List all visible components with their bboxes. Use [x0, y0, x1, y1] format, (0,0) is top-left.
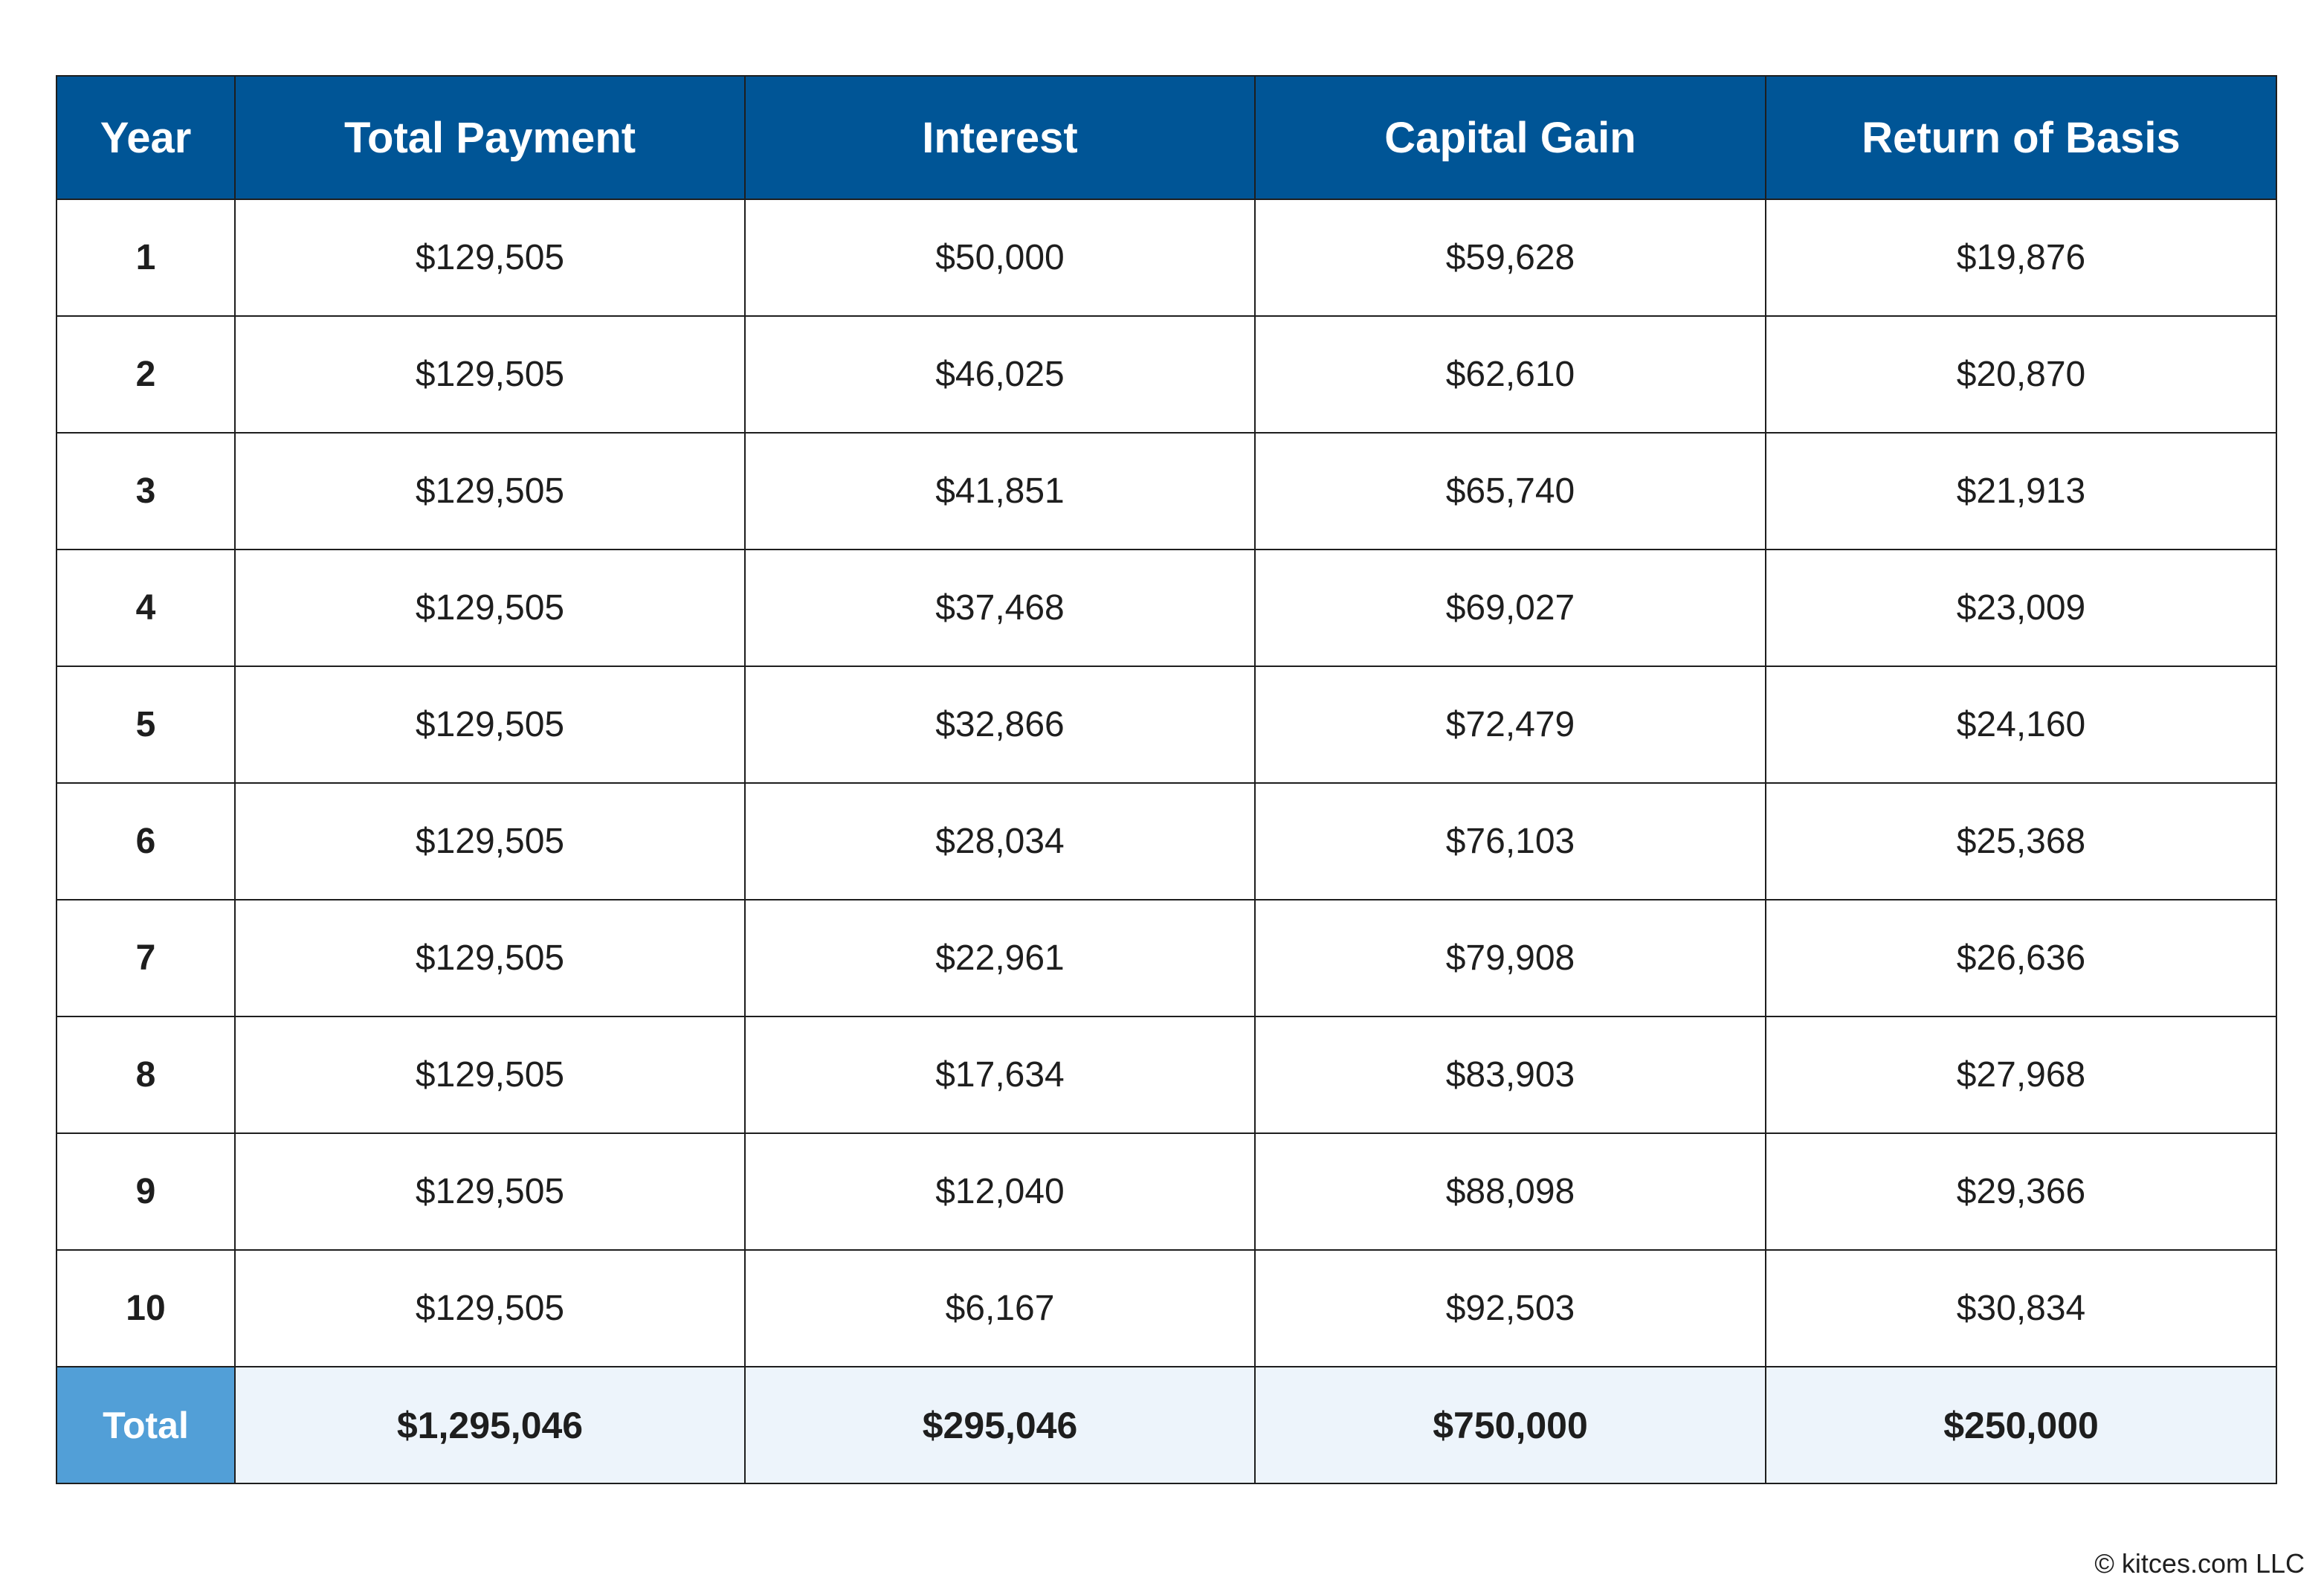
capital-gain-sum: $750,000: [1255, 1367, 1766, 1483]
interest-cell: $50,000: [745, 199, 1255, 316]
total-payment-cell: $129,505: [235, 666, 745, 783]
total-payment-cell: $129,505: [235, 900, 745, 1016]
header-total-payment: Total Payment: [235, 76, 745, 199]
header-return-of-basis: Return of Basis: [1766, 76, 2276, 199]
return-of-basis-cell: $30,834: [1766, 1250, 2276, 1367]
table-row: [57, 316, 2276, 433]
table-row: [57, 433, 2276, 550]
capital-gain-cell: $72,479: [1255, 666, 1766, 783]
interest-cell: $17,634: [745, 1016, 1255, 1133]
total-label: Total: [57, 1367, 235, 1483]
interest-cell: $46,025: [745, 316, 1255, 433]
year-cell: 3: [57, 433, 235, 550]
table-row: [57, 1016, 2276, 1133]
interest-cell: $6,167: [745, 1250, 1255, 1367]
table-row: [57, 900, 2276, 1016]
total-payment-cell: $129,505: [235, 550, 745, 666]
table-row: [57, 199, 2276, 316]
year-cell: 9: [57, 1133, 235, 1250]
interest-sum: $295,046: [745, 1367, 1255, 1483]
total-payment-cell: $129,505: [235, 199, 745, 316]
year-cell: 6: [57, 783, 235, 900]
header-capital-gain: Capital Gain: [1255, 76, 1766, 199]
year-cell: 5: [57, 666, 235, 783]
return-of-basis-sum: $250,000: [1766, 1367, 2276, 1483]
capital-gain-cell: $79,908: [1255, 900, 1766, 1016]
table-row: [57, 783, 2276, 900]
capital-gain-cell: $83,903: [1255, 1016, 1766, 1133]
total-payment-cell: $129,505: [235, 783, 745, 900]
capital-gain-cell: $88,098: [1255, 1133, 1766, 1250]
interest-cell: $12,040: [745, 1133, 1255, 1250]
total-payment-cell: $129,505: [235, 316, 745, 433]
return-of-basis-cell: $20,870: [1766, 316, 2276, 433]
year-cell: 8: [57, 1016, 235, 1133]
total-payment-cell: $129,505: [235, 1250, 745, 1367]
interest-cell: $28,034: [745, 783, 1255, 900]
payment-schedule-table: [56, 75, 2277, 1484]
capital-gain-cell: $62,610: [1255, 316, 1766, 433]
year-cell: 4: [57, 550, 235, 666]
return-of-basis-cell: $26,636: [1766, 900, 2276, 1016]
capital-gain-cell: $59,628: [1255, 199, 1766, 316]
interest-cell: $37,468: [745, 550, 1255, 666]
capital-gain-cell: $69,027: [1255, 550, 1766, 666]
table-row: [57, 550, 2276, 666]
return-of-basis-cell: $29,366: [1766, 1133, 2276, 1250]
table-row: [57, 666, 2276, 783]
copyright-notice: © kitces.com LLC: [2094, 1548, 2305, 1579]
header-year: Year: [57, 76, 235, 199]
return-of-basis-cell: $23,009: [1766, 550, 2276, 666]
year-cell: 7: [57, 900, 235, 1016]
table-row: [57, 1250, 2276, 1367]
total-payment-sum: $1,295,046: [235, 1367, 745, 1483]
table-row: [57, 1133, 2276, 1250]
header-row: [57, 76, 2276, 199]
interest-cell: $32,866: [745, 666, 1255, 783]
capital-gain-cell: $92,503: [1255, 1250, 1766, 1367]
return-of-basis-cell: $25,368: [1766, 783, 2276, 900]
header-interest: Interest: [745, 76, 1255, 199]
year-cell: 2: [57, 316, 235, 433]
totals-row: [57, 1367, 2276, 1483]
interest-cell: $22,961: [745, 900, 1255, 1016]
year-cell: 1: [57, 199, 235, 316]
interest-cell: $41,851: [745, 433, 1255, 550]
return-of-basis-cell: $19,876: [1766, 199, 2276, 316]
return-of-basis-cell: $21,913: [1766, 433, 2276, 550]
year-cell: 10: [57, 1250, 235, 1367]
total-payment-cell: $129,505: [235, 1133, 745, 1250]
capital-gain-cell: $76,103: [1255, 783, 1766, 900]
total-payment-cell: $129,505: [235, 1016, 745, 1133]
capital-gain-cell: $65,740: [1255, 433, 1766, 550]
return-of-basis-cell: $24,160: [1766, 666, 2276, 783]
total-payment-cell: $129,505: [235, 433, 745, 550]
return-of-basis-cell: $27,968: [1766, 1016, 2276, 1133]
